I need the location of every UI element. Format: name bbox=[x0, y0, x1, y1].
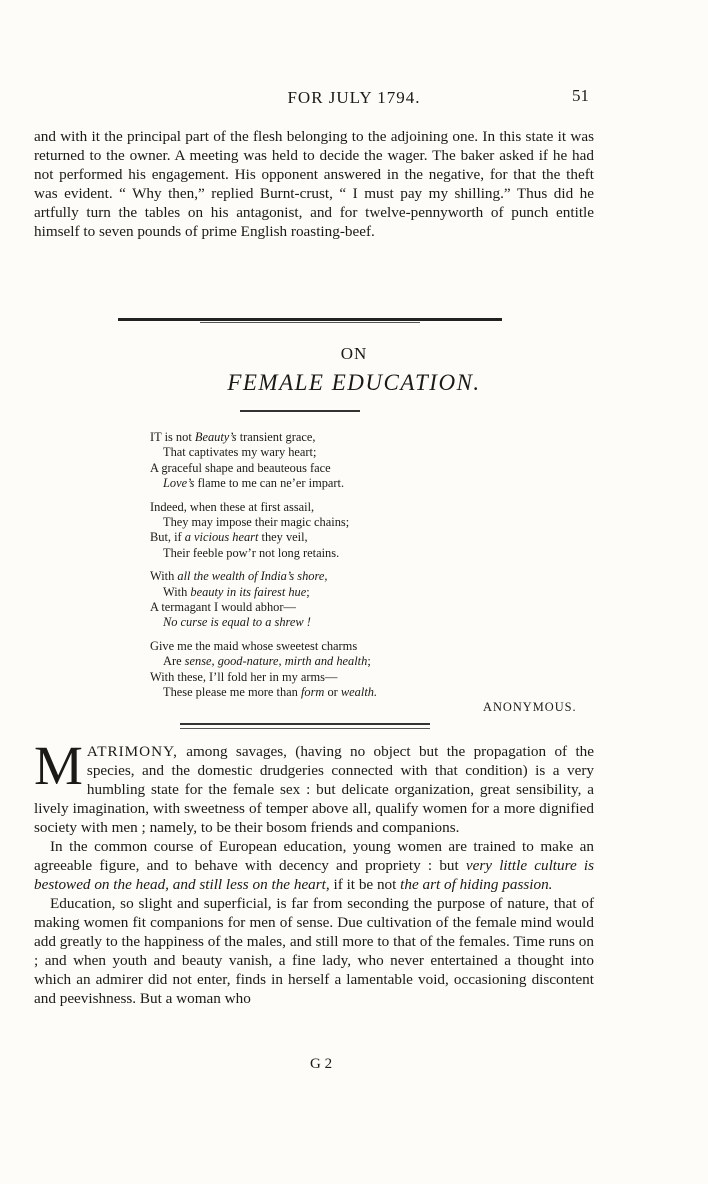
poem-line: A graceful shape and beauteous face bbox=[150, 460, 331, 475]
poem-stanza-4 bbox=[150, 639, 450, 701]
poem-title: FEMALE EDUCATION. bbox=[227, 370, 481, 395]
poem-line: Give me the maid whose sweetest charms bbox=[150, 638, 358, 653]
poem bbox=[150, 430, 450, 709]
poem-attribution: ANONYMOUS. bbox=[483, 700, 577, 714]
poem-stanza-1 bbox=[150, 430, 450, 492]
poem-stanza-2 bbox=[150, 500, 450, 562]
poem-line: That captivates my wary heart; bbox=[163, 445, 317, 460]
poem-line: But, if a vicious heart they veil, bbox=[150, 530, 308, 545]
poem-line: IT is not Beauty’s transient grace, bbox=[150, 430, 316, 444]
title-underline bbox=[240, 410, 360, 412]
poem-line: Are sense, good-nature, mirth and health; bbox=[163, 654, 371, 669]
poem-line: With all the wealth of India’s shore, bbox=[150, 569, 328, 584]
page-number: 51 bbox=[572, 86, 589, 105]
poem-line: Love’s flame to me can ne’er impart. bbox=[163, 476, 345, 491]
essay-paragraph: MATRIMONY, among savages, (having no object but the propagation of the species, and the domestic drudgeries connected with that condition) is a very humbling state for the female sex : but delicate organization, great sensibility, a lively imagination, with sweetness of temper above all, qualify women for a more dignified society with men ; namely, to be their bosom friends and companions. bbox=[34, 735, 594, 836]
section-divider-thin bbox=[200, 322, 420, 323]
poem-line: Their feeble pow’r not long retains. bbox=[163, 545, 340, 560]
continued-paragraph bbox=[34, 127, 594, 241]
poem-heading-on: ON bbox=[340, 344, 368, 363]
drop-cap: M bbox=[34, 735, 83, 796]
section-divider bbox=[180, 723, 430, 725]
essay-paragraph: Education, so slight and superficial, is far from seconding the purpose of nature, that of making women fit companions for men of sense. Due cultivation of the female mind would add greatly to the happiness of the males, and still more to that of the females. Time runs on ; and when youth and beauty vanish, a fine lady, who never entertained a thought into which an admirer did not enter, finds in herself a lamentable void, occasioning discontent and peevishness. But a woman who bbox=[34, 895, 594, 1007]
section-divider bbox=[118, 318, 502, 321]
poem-line: With these, I’ll fold her in my arms— bbox=[150, 669, 338, 684]
poem-line: Indeed, when these at first assail, bbox=[150, 499, 315, 514]
poem-line: No curse is equal to a shrew ! bbox=[163, 615, 311, 630]
poem-line: With beauty in its fairest hue; bbox=[163, 584, 310, 599]
poem-stanza-3 bbox=[150, 569, 450, 631]
poem-line: They may impose their magic chains; bbox=[163, 515, 350, 530]
poem-line: A termagant I would abhor— bbox=[150, 600, 296, 615]
signature-mark: G 2 bbox=[310, 1056, 333, 1072]
poem-line: These please me more than form or wealth. bbox=[163, 685, 378, 700]
essay bbox=[34, 735, 594, 1008]
essay-paragraph: In the common course of European education, young women are trained to make an agreeable figure, and to behave with decency and propriety : but very little culture is bestowed on the head, and still less on the heart, if it be not the art of hiding passion. bbox=[34, 838, 594, 893]
continued-paragraph-text: and with it the principal part of the flesh belonging to the adjoining one. In this state it was returned to the owner. A meeting was held to decide the wager. The baker asked if he had not performed his engagement. His opponent answered in the negative, for that the theft was evident. “ Why then,” replied Burnt-crust, “ I must pay my shilling.” Thus did he artfully turn the tables on his antagonist, and for twelve-pennyworth of punch entitle himself to seven pounds of prime English roasting-beef. bbox=[34, 128, 594, 240]
section-divider-thin bbox=[180, 728, 430, 729]
running-head: FOR JULY 1794. bbox=[287, 88, 421, 107]
